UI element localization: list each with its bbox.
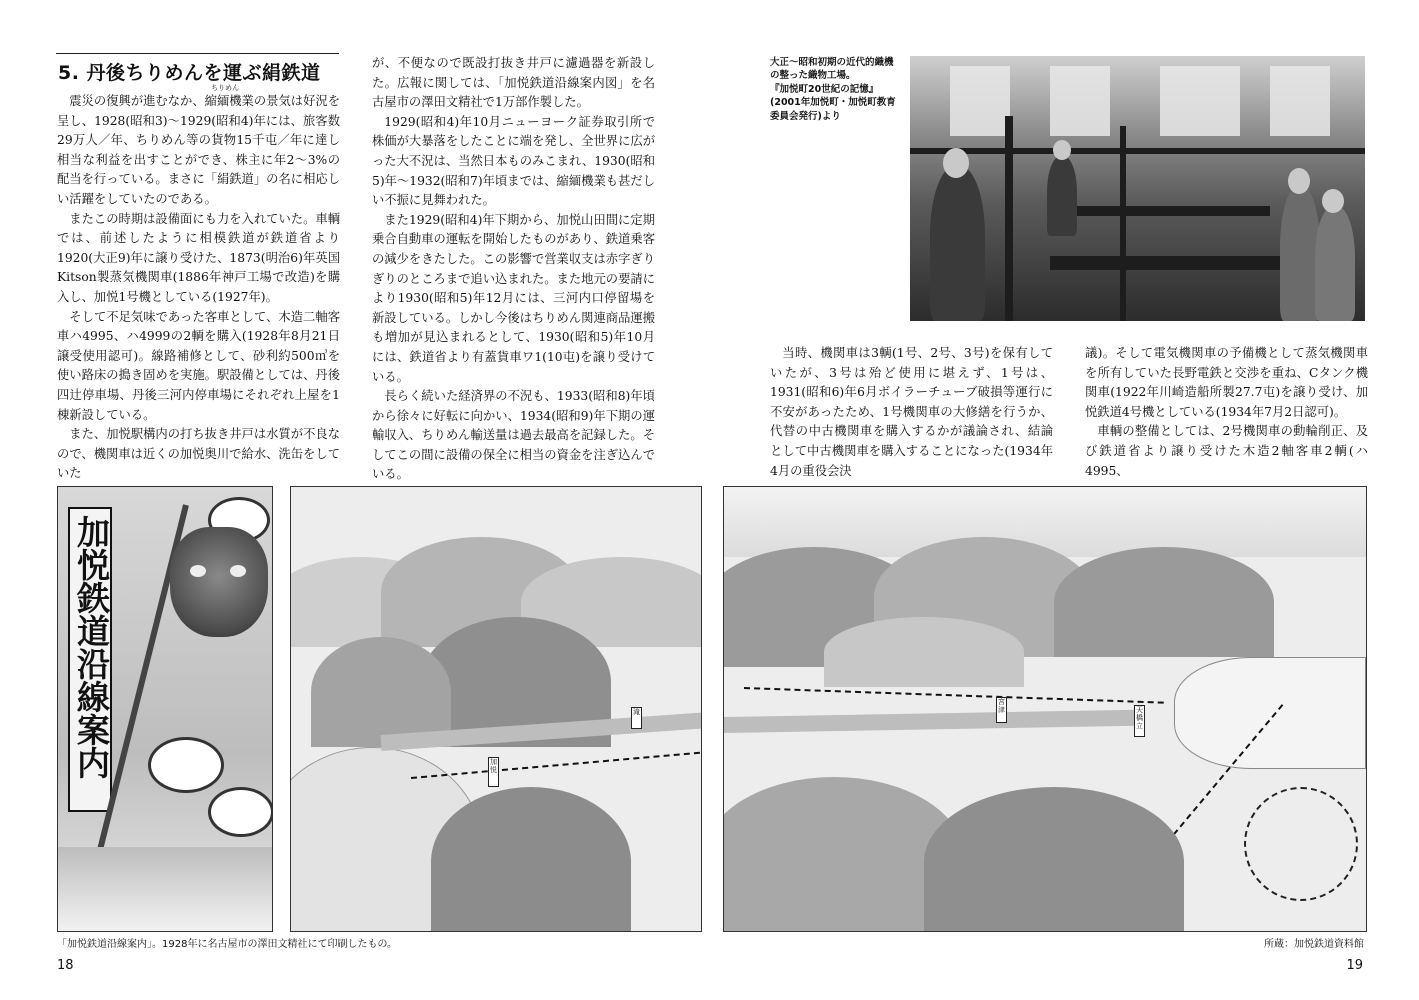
paragraph: 車輌の整備としては、2号機関車の動輪削正、及び鉄道省より譲り受けた木造2軸客車2輌(ハ4995、: [1085, 424, 1368, 478]
paragraph: また1929(昭和4)年下期から、加悦山田間に定期乗合自動車の運転を開始したものがあり、鉄道乗客の減少をきたした。この影響で営業収支は赤字ぎりぎりのところまで追い込まれた。また地元の要請により1930(昭和5)年12月には、三河内口停留場を新設している。しかし今後はちりめん関連商品運搬も増加が見込まれるとして、1930(昭和5)年10月には、鉄道省より有蓋貨車ワ1(10屯)を譲り受けている。: [372, 212, 655, 384]
paragraph: 当時、機関車は3輌(1号、2号、3号)を保有していたが、3号は殆ど使用に堪えず、1号は、1931(昭和6)年6月ボイラーチューブ破損等運行に不安があったため、1号機関車の大修繕を行うか、代替の中古機関車を購入するかが議論され、結論として中古機関車を購入することになった(1934年4月の重役会決: [770, 346, 1053, 478]
ruby-annotation: ちりめん: [211, 84, 239, 92]
caption-line: の整った織物工場。: [770, 70, 856, 82]
station-label: 天橋立: [1134, 705, 1145, 737]
poster-title-text: 加悦鉄道沿線案内: [72, 515, 111, 779]
factory-photo: [910, 56, 1365, 321]
cloud-ornament: [148, 737, 224, 793]
guide-poster-cover: [57, 486, 273, 932]
coast-scene: [58, 847, 272, 931]
route-map-left: [290, 486, 702, 932]
caption-line: (2001年加悦町・加悦町教育: [770, 97, 896, 109]
page-number-left: 18: [57, 958, 74, 973]
station-label: 加悦: [488, 757, 499, 787]
map-caption: 「加悦鉄道沿線案内」。1928年に名古屋市の澤田文精社にて印刷したもの。: [57, 939, 398, 950]
paragraph: またこの時期は設備面にも力を入れていた。車輌では、前述したように相模鉄道が鉄道省より1920(大正9)年に譲り受けた、1873(明治6)年英国Kitson製蒸気機関車(1886年神戸工場で改造)を購入し、加悦1号機としている(1927年)。: [57, 211, 340, 304]
caption-line: 大正～昭和初期の近代的織機: [770, 57, 894, 68]
paragraph: 議)。そして電気機関車の予備機として蒸気機関車を所有していた長野電鉄と交渉を重ね、Cタンク機関車(1922年川崎造船所製27.7屯)を譲り受け、加悦鉄道4号機としている(1934年7月2日認可)。: [1085, 346, 1368, 419]
section-heading: 5. 丹後ちりめんを運ぶ絹鉄道: [58, 62, 321, 84]
caption-line: 委員会発行)より: [770, 110, 841, 122]
text-column-3: [770, 344, 1053, 481]
photo-caption: [770, 56, 905, 123]
text-column-1: [57, 87, 340, 484]
poster-title: [68, 507, 112, 812]
paragraph: が、不便なので既設打抜き井戸に濾過器を新設した。広報に関しては、「加悦鉄道沿線案内図」を名古屋市の澤田文精社で1万部作製した。: [372, 56, 655, 110]
caption-line: 『加悦町20世紀の記憶』: [770, 83, 879, 95]
station-label: 宮津: [996, 697, 1007, 723]
paragraph: そして不足気味であった客車として、木造二軸客車ハ4995、ハ4999の2輌を購入(1928年8月21日譲受使用認可)。線路補修として、砂利約500㎥を使い路床の搗き固めを実施。駅設備としては、丹後四辻停車場、丹後三河内停車場にそれぞれ上屋を1棟新設している。: [57, 309, 340, 422]
osaka-kyoto-inset: [1244, 787, 1358, 901]
paragraph: 1929(昭和4)年10月ニューヨーク証券取引所で株価が大暴落をしたことに端を発し、全世界に広がった大不況は、当然日本ものみこまれ、1930(昭和5)年～1932(昭和7)年頃までは、縮緬機業も甚だしい不振に見舞われた。: [372, 114, 655, 208]
heading-rule: [56, 53, 339, 54]
paragraph: 震災の復興が進むなか、縮緬機業の景気は好況を呈し、1928(昭和3)～1929(昭和4)年には、旅客数29万人／年、ちりめん等の貨物15千屯／年に達し相当な利益を出すことができ、株主に年2～3%の配当を行っている。まさに「絹鉄道」の名に相応しい活躍をしていたのである。: [57, 94, 340, 206]
text-column-4: [1085, 344, 1368, 481]
station-label: 滝: [631, 707, 642, 729]
map-credit: 所蔵：加悦鉄道資料館: [1264, 939, 1364, 950]
oni-mask-illustration: [170, 527, 268, 637]
text-column-2: [372, 54, 655, 485]
route-map-right: [723, 486, 1367, 932]
paragraph: 長らく続いた経済界の不況も、1933(昭和8)年頃から徐々に好転に向かい、1934(昭和9)年下期の運輸収入、ちりめん輸送量は過去最高を記録した。そしてこの間に設備の保全に相当の資金を注ぎ込んでいる。: [372, 389, 655, 482]
page-number-right: 19: [1346, 958, 1363, 973]
paragraph: また、加悦駅構内の打ち抜き井戸は水質が不良なので、機関車は近くの加悦奥川で給水、洗缶をしていた: [57, 427, 340, 481]
cloud-ornament: [208, 787, 273, 837]
